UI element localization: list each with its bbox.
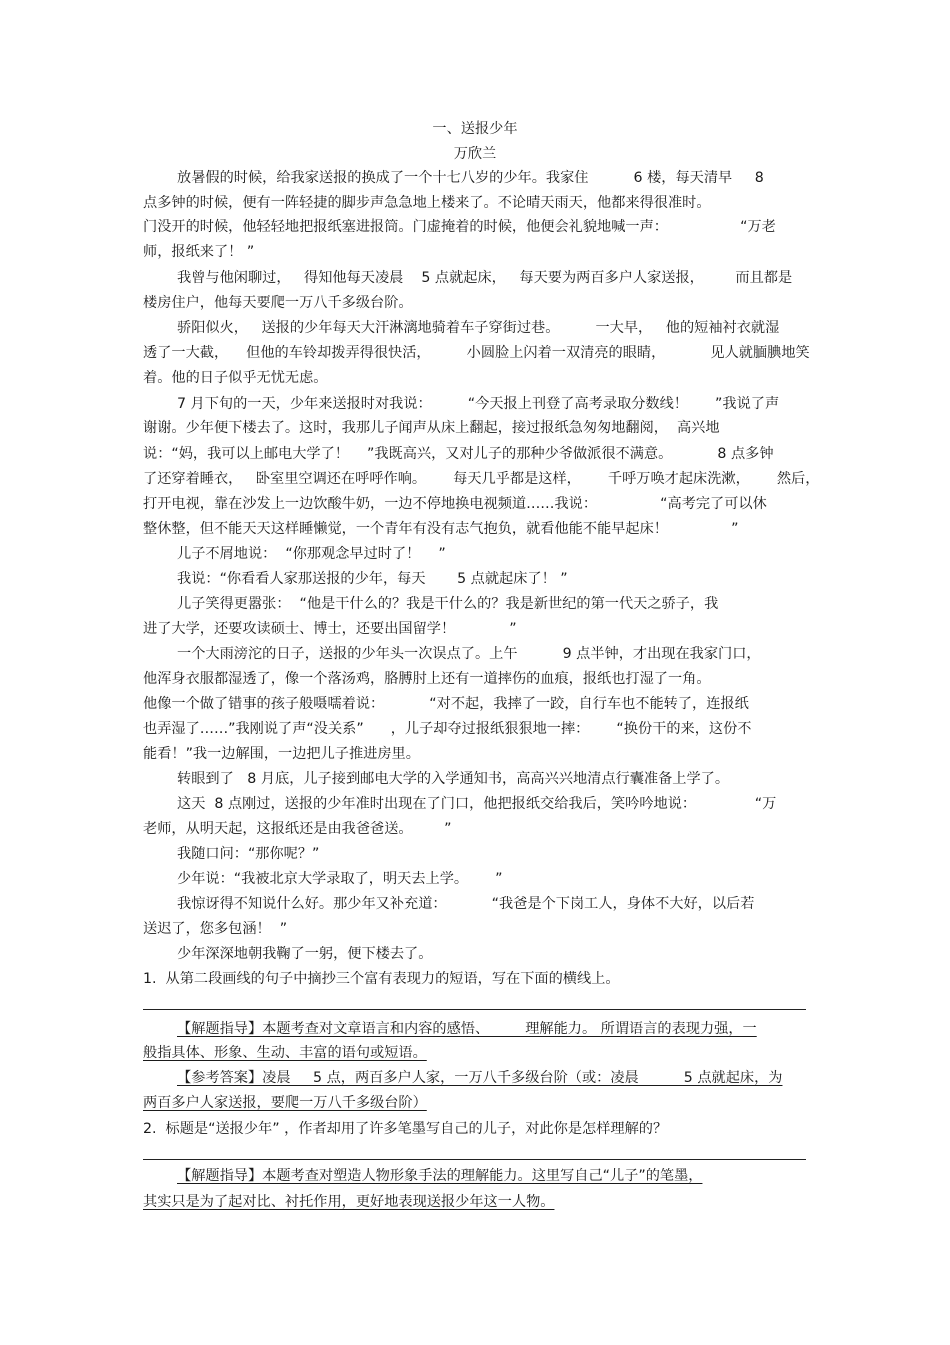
body-line: 我曾与他闲聊过， 得知他每天凌晨 5 点就起床， 每天要为两百多户人家送报， 而且都是 xyxy=(177,270,793,286)
body-line: 送迟了，您多包涵！ ” xyxy=(143,921,288,937)
body-line: 打开电视，靠在沙发上一边饮酸牛奶，一边不停地换电视频道……我说： “高考完了可以休 xyxy=(143,496,767,512)
body-line: 谢谢。少年便下楼去了。这时，我那儿子闻声从床上翻起，接过报纸急匆匆地翻阅， 高兴地 xyxy=(143,420,720,436)
answer-line xyxy=(143,1159,806,1160)
q1-guide-line: 【解题指导】本题考查对文章语言和内容的感悟、 理解能力。 所谓语言的表现力强，一 xyxy=(177,1021,757,1037)
body-line: 这天 8 点刚过，送报的少年准时出现在了门口，他把报纸交给我后，笑吟吟地说： “万 xyxy=(177,796,777,812)
body-line: 能看！”我一边解围，一边把儿子推进房里。 xyxy=(143,746,420,762)
q1-guide-line: 般指具体、形象、生动、丰富的语句或短语。 xyxy=(143,1045,427,1061)
body-line: 说：“妈，我可以上邮电大学了！ ”我既高兴，又对儿子的那种少爷做派很不满意。 8 点多钟 xyxy=(143,446,774,462)
body-line: 了还穿着睡衣， 卧室里空调还在呼呼作响。 每天几乎都是这样， 千呼万唤才起床洗漱， 然后， xyxy=(143,471,820,487)
body-line: 儿子不屑地说： “你那观念早过时了！ ” xyxy=(177,546,446,562)
body-line: 一个大雨滂沱的日子，送报的少年头一次误点了。上午 9 点半钟，才出现在我家门口， xyxy=(177,646,761,662)
q1-answer-line: 两百多户人家送报，要爬一万八千多级台阶） xyxy=(143,1095,427,1111)
answer-line xyxy=(143,1009,806,1010)
body-line: 转眼到了 8 月底，儿子接到邮电大学的入学通知书，高高兴兴地清点行囊准备上学了。 xyxy=(177,771,730,787)
body-line: 少年说：“我被北京大学录取了，明天去上学。 ” xyxy=(177,871,503,887)
body-line: 他浑身衣服都湿透了，像一个落汤鸡，胳膊肘上还有一道摔伤的血痕，报纸也打湿了一角。 xyxy=(143,671,711,687)
q2-guide-line: 其实只是为了起对比、衬托作用，更好地表现送报少年这一人物。 xyxy=(143,1194,555,1210)
body-line: 放暑假的时候，给我家送报的换成了一个十七八岁的少年。我家住 6 楼，每天清早 8 xyxy=(177,170,764,186)
body-line: 楼房住户，他每天要爬一万八千多级台阶。 xyxy=(143,295,413,311)
body-line: 透了一大截， 但他的车铃却拨弄得很快活， 小圆脸上闪着一双清亮的眼睛， 见人就腼腆地笑 xyxy=(143,345,810,361)
body-line: 也弄湿了……”我刚说了声“没关系” ，儿子却夺过报纸狠狠地一摔： “换份干的来，这份不 xyxy=(143,721,752,737)
body-line: 点多钟的时候，便有一阵轻捷的脚步声急急地上楼来了。不论晴天雨天，他都来得很准时。 xyxy=(143,195,711,211)
body-line: 儿子笑得更嚣张： “他是干什么的？我是干什么的？我是新世纪的第一代天之骄子，我 xyxy=(177,596,719,612)
body-line: 老师，从明天起，这报纸还是由我爸爸送。 ” xyxy=(143,821,452,837)
body-line: 着。他的日子似乎无忧无虑。 xyxy=(143,370,328,386)
body-line: 骄阳似火， 送报的少年每天大汗淋漓地骑着车子穿街过巷。 一大早， 他的短袖衬衣就湿 xyxy=(177,320,780,336)
body-line: 少年深深地朝我鞠了一躬，便下楼去了。 xyxy=(177,946,433,962)
body-line: 师，报纸来了！ ” xyxy=(143,244,255,260)
body-line: 我惊讶得不知说什么好。那少年又补充道： “我爸是个下岗工人，身体不大好，以后若 xyxy=(177,896,755,912)
article-author: 万欣兰 xyxy=(453,146,497,162)
body-line: 整休整，但不能天天这样睡懒觉，一个青年有没有志气抱负，就看他能不能早起床！ ” xyxy=(143,521,739,537)
question-1: 1. 从第二段画线的句子中摘抄三个富有表现力的短语，写在下面的横线上。 xyxy=(143,971,620,987)
body-line: 进了大学，还要攻读硕士、博士，还要出国留学！ ” xyxy=(143,621,517,637)
body-line: 我随口问：“那你呢？” xyxy=(177,846,320,862)
q1-answer-line: 【参考答案】凌晨 5 点，两百多户人家，一万八千多级台阶（或：凌晨 5 点就起床，为 xyxy=(177,1070,783,1086)
q2-guide-line: 【解题指导】本题考查对塑造人物形象手法的理解能力。这里写自己“儿子”的笔墨， xyxy=(177,1168,703,1184)
question-2: 2. 标题是“送报少年” ，作者却用了许多笔墨写自己的儿子，对此你是怎样理解的？ xyxy=(143,1121,668,1137)
body-line: 他像一个做了错事的孩子般嗫嚅着说： “对不起，我摔了一跤，自行车也不能转了，连报纸 xyxy=(143,696,749,712)
article-title: 一、送报少年 xyxy=(432,121,518,137)
body-line: 我说：“你看看人家那送报的少年，每天 5 点就起床了！ ” xyxy=(177,571,568,587)
body-line: 门没开的时候，他轻轻地把报纸塞进报筒。门虚掩着的时候，他便会礼貌地喊一声： “万老 xyxy=(143,219,776,235)
body-line: 7 月下旬的一天，少年来送报时对我说： “今天报上刊登了高考录取分数线！ ”我说了声 xyxy=(177,396,780,412)
